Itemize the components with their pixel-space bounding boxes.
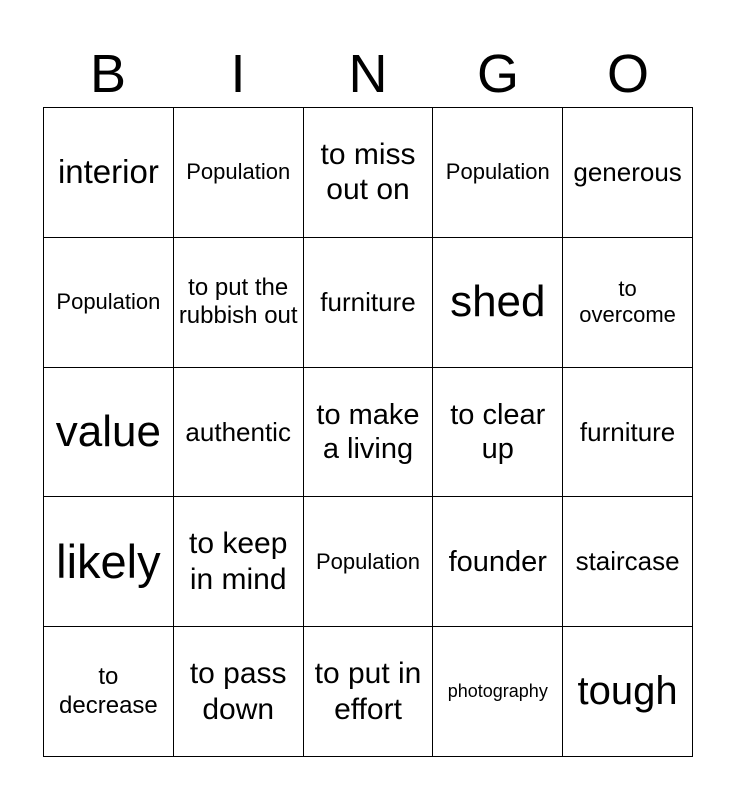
bingo-cell[interactable]: to pass down (174, 627, 304, 757)
bingo-cell[interactable]: Population (433, 108, 563, 238)
bingo-cell[interactable]: to make a living (304, 368, 434, 498)
bingo-cell[interactable]: to decrease (44, 627, 174, 757)
bingo-cell[interactable]: value (44, 368, 174, 498)
header-letter-b: B (89, 44, 127, 104)
bingo-cell[interactable]: Population (44, 238, 174, 368)
bingo-cell[interactable]: Population (304, 497, 434, 627)
bingo-cell[interactable]: to overcome (563, 238, 693, 368)
bingo-cell[interactable]: to miss out on (304, 108, 434, 238)
bingo-cell[interactable]: furniture (563, 368, 693, 498)
bingo-cell[interactable]: shed (433, 238, 563, 368)
bingo-cell[interactable]: furniture (304, 238, 434, 368)
bingo-cell[interactable]: interior (44, 108, 174, 238)
header-letter-i: I (230, 44, 246, 104)
header-letter-o: O (606, 44, 649, 104)
header-letter-g: G (476, 44, 519, 104)
bingo-cell[interactable]: to put the rubbish out (174, 238, 304, 368)
bingo-cell[interactable]: likely (44, 497, 174, 627)
bingo-header (43, 40, 693, 108)
bingo-cell[interactable]: to put in effort (304, 627, 434, 757)
bingo-cell[interactable]: staircase (563, 497, 693, 627)
bingo-card-grid (43, 107, 693, 757)
bingo-cell[interactable]: photography (433, 627, 563, 757)
bingo-cell[interactable]: generous (563, 108, 693, 238)
header-letter-n: N (348, 44, 388, 104)
bingo-cell[interactable]: authentic (174, 368, 304, 498)
bingo-cell[interactable]: tough (563, 627, 693, 757)
bingo-cell[interactable]: to keep in mind (174, 497, 304, 627)
bingo-cell[interactable]: Population (174, 108, 304, 238)
bingo-cell[interactable]: to clear up (433, 368, 563, 498)
bingo-cell[interactable]: founder (433, 497, 563, 627)
